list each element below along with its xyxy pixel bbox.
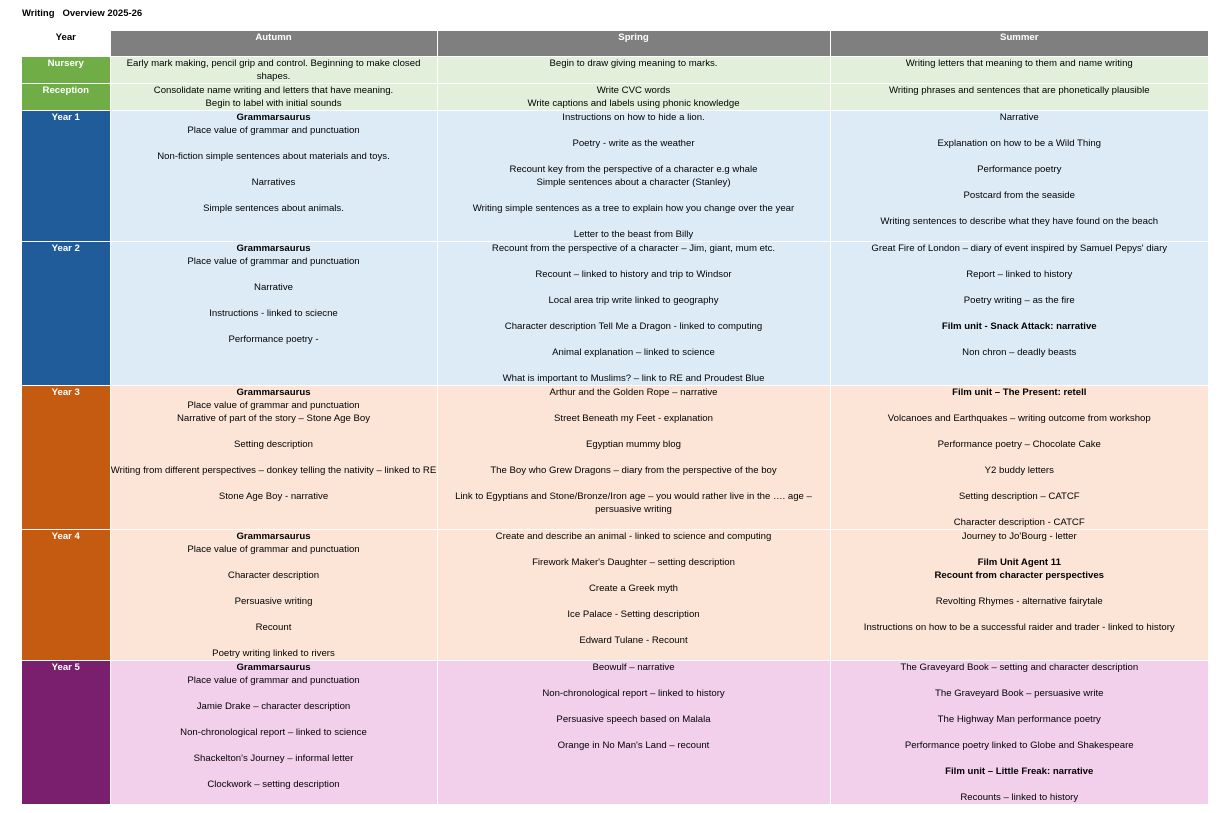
line-spacer: [438, 281, 830, 294]
year-column-header: Year: [22, 31, 110, 56]
entry-line: Place value of grammar and punctuation: [187, 674, 360, 686]
entry-line: Jamie Drake – character description: [196, 700, 351, 712]
entry-line: Non-chronological report – linked to science: [180, 726, 367, 738]
line-spacer: [438, 399, 830, 412]
line-spacer: [111, 687, 437, 700]
line-spacer: [831, 399, 1209, 412]
line-spacer: [438, 451, 830, 464]
year-label-reception: Reception: [22, 83, 110, 110]
line-spacer: [831, 307, 1209, 320]
entry-line: Grammarsaurus: [236, 386, 311, 398]
line-spacer: [111, 765, 437, 778]
cell-nursery-autumn: [110, 56, 437, 83]
row-year-4: [22, 529, 1208, 660]
line-spacer: [111, 477, 437, 490]
entry-line: Firework Maker's Daughter – setting description: [532, 556, 735, 568]
entry-line: Early mark making, pencil grip and control. Beginning to make closed shapes.: [126, 57, 421, 82]
line-spacer: [831, 477, 1209, 490]
entry-line: The Graveyard Book – persuasive write: [935, 687, 1104, 699]
entry-line: Postcard from the seaside: [963, 189, 1075, 201]
line-spacer: [831, 778, 1209, 791]
entry-line: The Highway Man performance poetry: [937, 713, 1101, 725]
line-spacer: [831, 255, 1209, 268]
entry-line: Narrative: [999, 111, 1039, 123]
entry-line: Write captions and labels using phonic knowledge: [527, 97, 740, 109]
line-spacer: [831, 124, 1209, 137]
entry-line: Place value of grammar and punctuation: [187, 124, 360, 136]
entry-line: Recount from the perspective of a character – Jim, giant, mum etc.: [491, 242, 776, 254]
entry-line: Report – linked to history: [966, 268, 1073, 280]
year-label-year-2: Year 2: [22, 241, 110, 385]
cell-nursery-spring: [437, 56, 830, 83]
entry-line: Instructions on how to be a successful raider and trader - linked to history: [863, 621, 1175, 633]
entry-line: Poetry - write as the weather: [572, 137, 695, 149]
cell-year-1-autumn: [110, 110, 437, 241]
entry-line: Writing sentences to describe what they have found on the beach: [880, 215, 1159, 227]
entry-line: Explanation on how to be a Wild Thing: [937, 137, 1102, 149]
entry-line: Orange in No Man's Land – recount: [557, 739, 710, 751]
year-label-year-1: Year 1: [22, 110, 110, 241]
entry-line: Writing simple sentences as a tree to explain how you change over the year: [472, 202, 795, 214]
entry-line: Narratives: [251, 176, 296, 188]
entry-line: Narrative of part of the story – Stone Age Boy: [176, 412, 371, 424]
row-year-2: [22, 241, 1208, 385]
line-spacer: [111, 137, 437, 150]
term-header-summer: Summer: [830, 31, 1208, 56]
line-spacer: [438, 333, 830, 346]
writing-overview-table: [22, 31, 1208, 804]
line-spacer: [438, 255, 830, 268]
entry-line: Edward Tulane - Recount: [579, 634, 688, 646]
line-spacer: [831, 333, 1209, 346]
term-header-spring: Spring: [437, 31, 830, 56]
line-spacer: [111, 163, 437, 176]
entry-line: Poetry writing – as the fire: [963, 294, 1075, 306]
entry-line: Link to Egyptians and Stone/Bronze/Iron age – you would rather live in the …. age – persuasive writing: [455, 490, 812, 515]
entry-line: Y2 buddy letters: [984, 464, 1054, 476]
line-spacer: [438, 124, 830, 137]
entry-line: Non-chronological report – linked to history: [542, 687, 725, 699]
entry-line: Instructions on how to hide a lion.: [562, 111, 705, 123]
cell-year-3-autumn: [110, 385, 437, 529]
entry-line: Arthur and the Golden Rope – narrative: [549, 386, 718, 398]
line-spacer: [831, 503, 1209, 516]
line-spacer: [831, 582, 1209, 595]
entry-line: Grammarsaurus: [236, 530, 311, 542]
cell-year-2-spring: [437, 241, 830, 385]
entry-line: Grammarsaurus: [236, 242, 311, 254]
entry-line: Persuasive speech based on Malala: [556, 713, 711, 725]
year-label-year-4: Year 4: [22, 529, 110, 660]
cell-year-5-spring: [437, 660, 830, 804]
entry-line: Animal explanation – linked to science: [552, 346, 715, 358]
line-spacer: [438, 621, 830, 634]
entry-line: Film unit - Snack Attack: narrative: [941, 320, 1097, 332]
line-spacer: [831, 281, 1209, 294]
entry-line: Setting description: [234, 438, 313, 450]
year-label-year-5: Year 5: [22, 660, 110, 804]
line-spacer: [438, 726, 830, 739]
document-title: Writing Overview 2025-26: [22, 8, 143, 19]
entry-line: Journey to Jo'Bourg - letter: [961, 530, 1077, 542]
entry-line: Grammarsaurus: [236, 111, 311, 123]
entry-line: Character description: [227, 569, 320, 581]
entry-line: Shackelton's Journey – informal letter: [193, 752, 354, 764]
entry-line: Write CVC words: [596, 84, 671, 96]
entry-line: Street Beneath my Feet - explanation: [554, 412, 713, 424]
line-spacer: [831, 608, 1209, 621]
entry-line: The Boy who Grew Dragons – diary from the perspective of the boy: [490, 464, 777, 476]
entry-line: Consolidate name writing and letters that have meaning.: [153, 84, 394, 96]
cell-year-3-spring: [437, 385, 830, 529]
line-spacer: [831, 451, 1209, 464]
line-spacer: [438, 215, 830, 228]
entry-line: Recount: [255, 621, 292, 633]
entry-line: Character description - CATCF: [953, 516, 1085, 528]
cell-nursery-summer: [830, 56, 1208, 83]
line-spacer: [111, 320, 437, 333]
cell-year-1-summer: [830, 110, 1208, 241]
entry-line: Revolting Rhymes - alternative fairytale: [935, 595, 1103, 607]
year-label-nursery: Nursery: [22, 56, 110, 83]
line-spacer: [831, 176, 1209, 189]
entry-line: Recount from character perspectives: [934, 569, 1105, 581]
entry-line: Place value of grammar and punctuation: [187, 543, 360, 555]
cell-year-4-spring: [437, 529, 830, 660]
cell-year-1-spring: [437, 110, 830, 241]
cell-year-4-summer: [830, 529, 1208, 660]
cell-year-4-autumn: [110, 529, 437, 660]
cell-reception-spring: [437, 83, 830, 110]
entry-line: Performance poetry – Chocolate Cake: [937, 438, 1101, 450]
line-spacer: [831, 543, 1209, 556]
cell-year-3-summer: [830, 385, 1208, 529]
entry-line: Writing letters that meaning to them and name writing: [905, 57, 1133, 69]
line-spacer: [831, 700, 1209, 713]
row-year-3: [22, 385, 1208, 529]
row-year-5: [22, 660, 1208, 804]
cell-year-2-summer: [830, 241, 1208, 385]
entry-line: Performance poetry -: [228, 333, 319, 345]
line-spacer: [831, 202, 1209, 215]
line-spacer: [111, 634, 437, 647]
entry-line: Clockwork – setting description: [207, 778, 340, 790]
entry-line: Persuasive writing: [234, 595, 313, 607]
line-spacer: [438, 595, 830, 608]
entry-line: Instructions - linked to sciecne: [209, 307, 338, 319]
line-spacer: [438, 543, 830, 556]
entry-line: Recounts – linked to history: [960, 791, 1079, 803]
cell-year-2-autumn: [110, 241, 437, 385]
line-spacer: [438, 359, 830, 372]
line-spacer: [438, 674, 830, 687]
line-spacer: [438, 425, 830, 438]
line-spacer: [111, 556, 437, 569]
cell-reception-autumn: [110, 83, 437, 110]
entry-line: Recount key from the perspective of a character e.g whale: [509, 163, 758, 175]
line-spacer: [438, 569, 830, 582]
entry-line: Performance poetry: [977, 163, 1062, 175]
term-header-autumn: Autumn: [110, 31, 437, 56]
line-spacer: [831, 674, 1209, 687]
row-nursery: [22, 56, 1208, 83]
entry-line: Simple sentences about a character (Stanley): [536, 176, 731, 188]
entry-line: What is important to Muslims? – link to RE and Proudest Blue: [502, 372, 765, 384]
row-year-1: [22, 110, 1208, 241]
entry-line: Performance poetry linked to Globe and Shakespeare: [904, 739, 1134, 751]
entry-line: Stone Age Boy - narrative: [218, 490, 329, 502]
entry-line: Volcanoes and Earthquakes – writing outcome from workshop: [887, 412, 1151, 424]
line-spacer: [438, 189, 830, 202]
line-spacer: [831, 150, 1209, 163]
entry-line: Writing phrases and sentences that are phonetically plausible: [888, 84, 1150, 96]
line-spacer: [438, 307, 830, 320]
line-spacer: [111, 425, 437, 438]
entry-line: Poetry writing linked to rivers: [212, 647, 335, 659]
header-row: [22, 31, 1208, 56]
entry-line: Film unit – Little Freak: narrative: [945, 765, 1094, 777]
entry-line: The Graveyard Book – setting and character description: [900, 661, 1139, 673]
line-spacer: [111, 451, 437, 464]
line-spacer: [111, 268, 437, 281]
line-spacer: [111, 713, 437, 726]
line-spacer: [438, 477, 830, 490]
line-spacer: [111, 608, 437, 621]
entry-line: Great Fire of London – diary of event inspired by Samuel Pepys' diary: [871, 242, 1168, 254]
entry-line: Setting description – CATCF: [958, 490, 1080, 502]
entry-line: Letter to the beast from Billy: [573, 228, 694, 240]
cell-year-5-summer: [830, 660, 1208, 804]
entry-line: Non chron – deadly beasts: [962, 346, 1077, 358]
line-spacer: [438, 700, 830, 713]
entry-line: Begin to draw giving meaning to marks.: [549, 57, 718, 69]
line-spacer: [111, 189, 437, 202]
line-spacer: [831, 752, 1209, 765]
entry-line: Place value of grammar and punctuation: [187, 255, 360, 267]
cell-year-5-autumn: [110, 660, 437, 804]
line-spacer: [831, 726, 1209, 739]
entry-line: Writing from different perspectives – donkey telling the nativity – linked to RE: [110, 464, 437, 476]
line-spacer: [438, 150, 830, 163]
entry-line: Simple sentences about animals.: [203, 202, 344, 214]
entry-line: Create a Greek myth: [588, 582, 679, 594]
year-label-year-3: Year 3: [22, 385, 110, 529]
cell-reception-summer: [830, 83, 1208, 110]
entry-line: Local area trip write linked to geography: [548, 294, 719, 306]
entry-line: Egyptian mummy blog: [586, 438, 681, 450]
entry-line: Grammarsaurus: [236, 661, 311, 673]
entry-line: Ice Palace - Setting description: [567, 608, 700, 620]
entry-line: Character description Tell Me a Dragon - linked to computing: [504, 320, 763, 332]
entry-line: Begin to label with initial sounds: [205, 97, 342, 109]
entry-line: Film unit – The Present: retell: [952, 386, 1087, 398]
entry-line: Narrative: [254, 281, 293, 293]
entry-line: Recount – linked to history and trip to Windsor: [535, 268, 732, 280]
line-spacer: [111, 739, 437, 752]
line-spacer: [831, 425, 1209, 438]
entry-line: Create and describe an animal - linked to science and computing: [495, 530, 772, 542]
entry-line: Film Unit Agent 11: [977, 556, 1061, 568]
line-spacer: [111, 294, 437, 307]
entry-line: Beowulf – narrative: [592, 661, 675, 673]
entry-line: Non-fiction simple sentences about materials and toys.: [157, 150, 390, 162]
line-spacer: [111, 582, 437, 595]
row-reception: [22, 83, 1208, 110]
entry-line: Place value of grammar and punctuation: [187, 399, 360, 411]
